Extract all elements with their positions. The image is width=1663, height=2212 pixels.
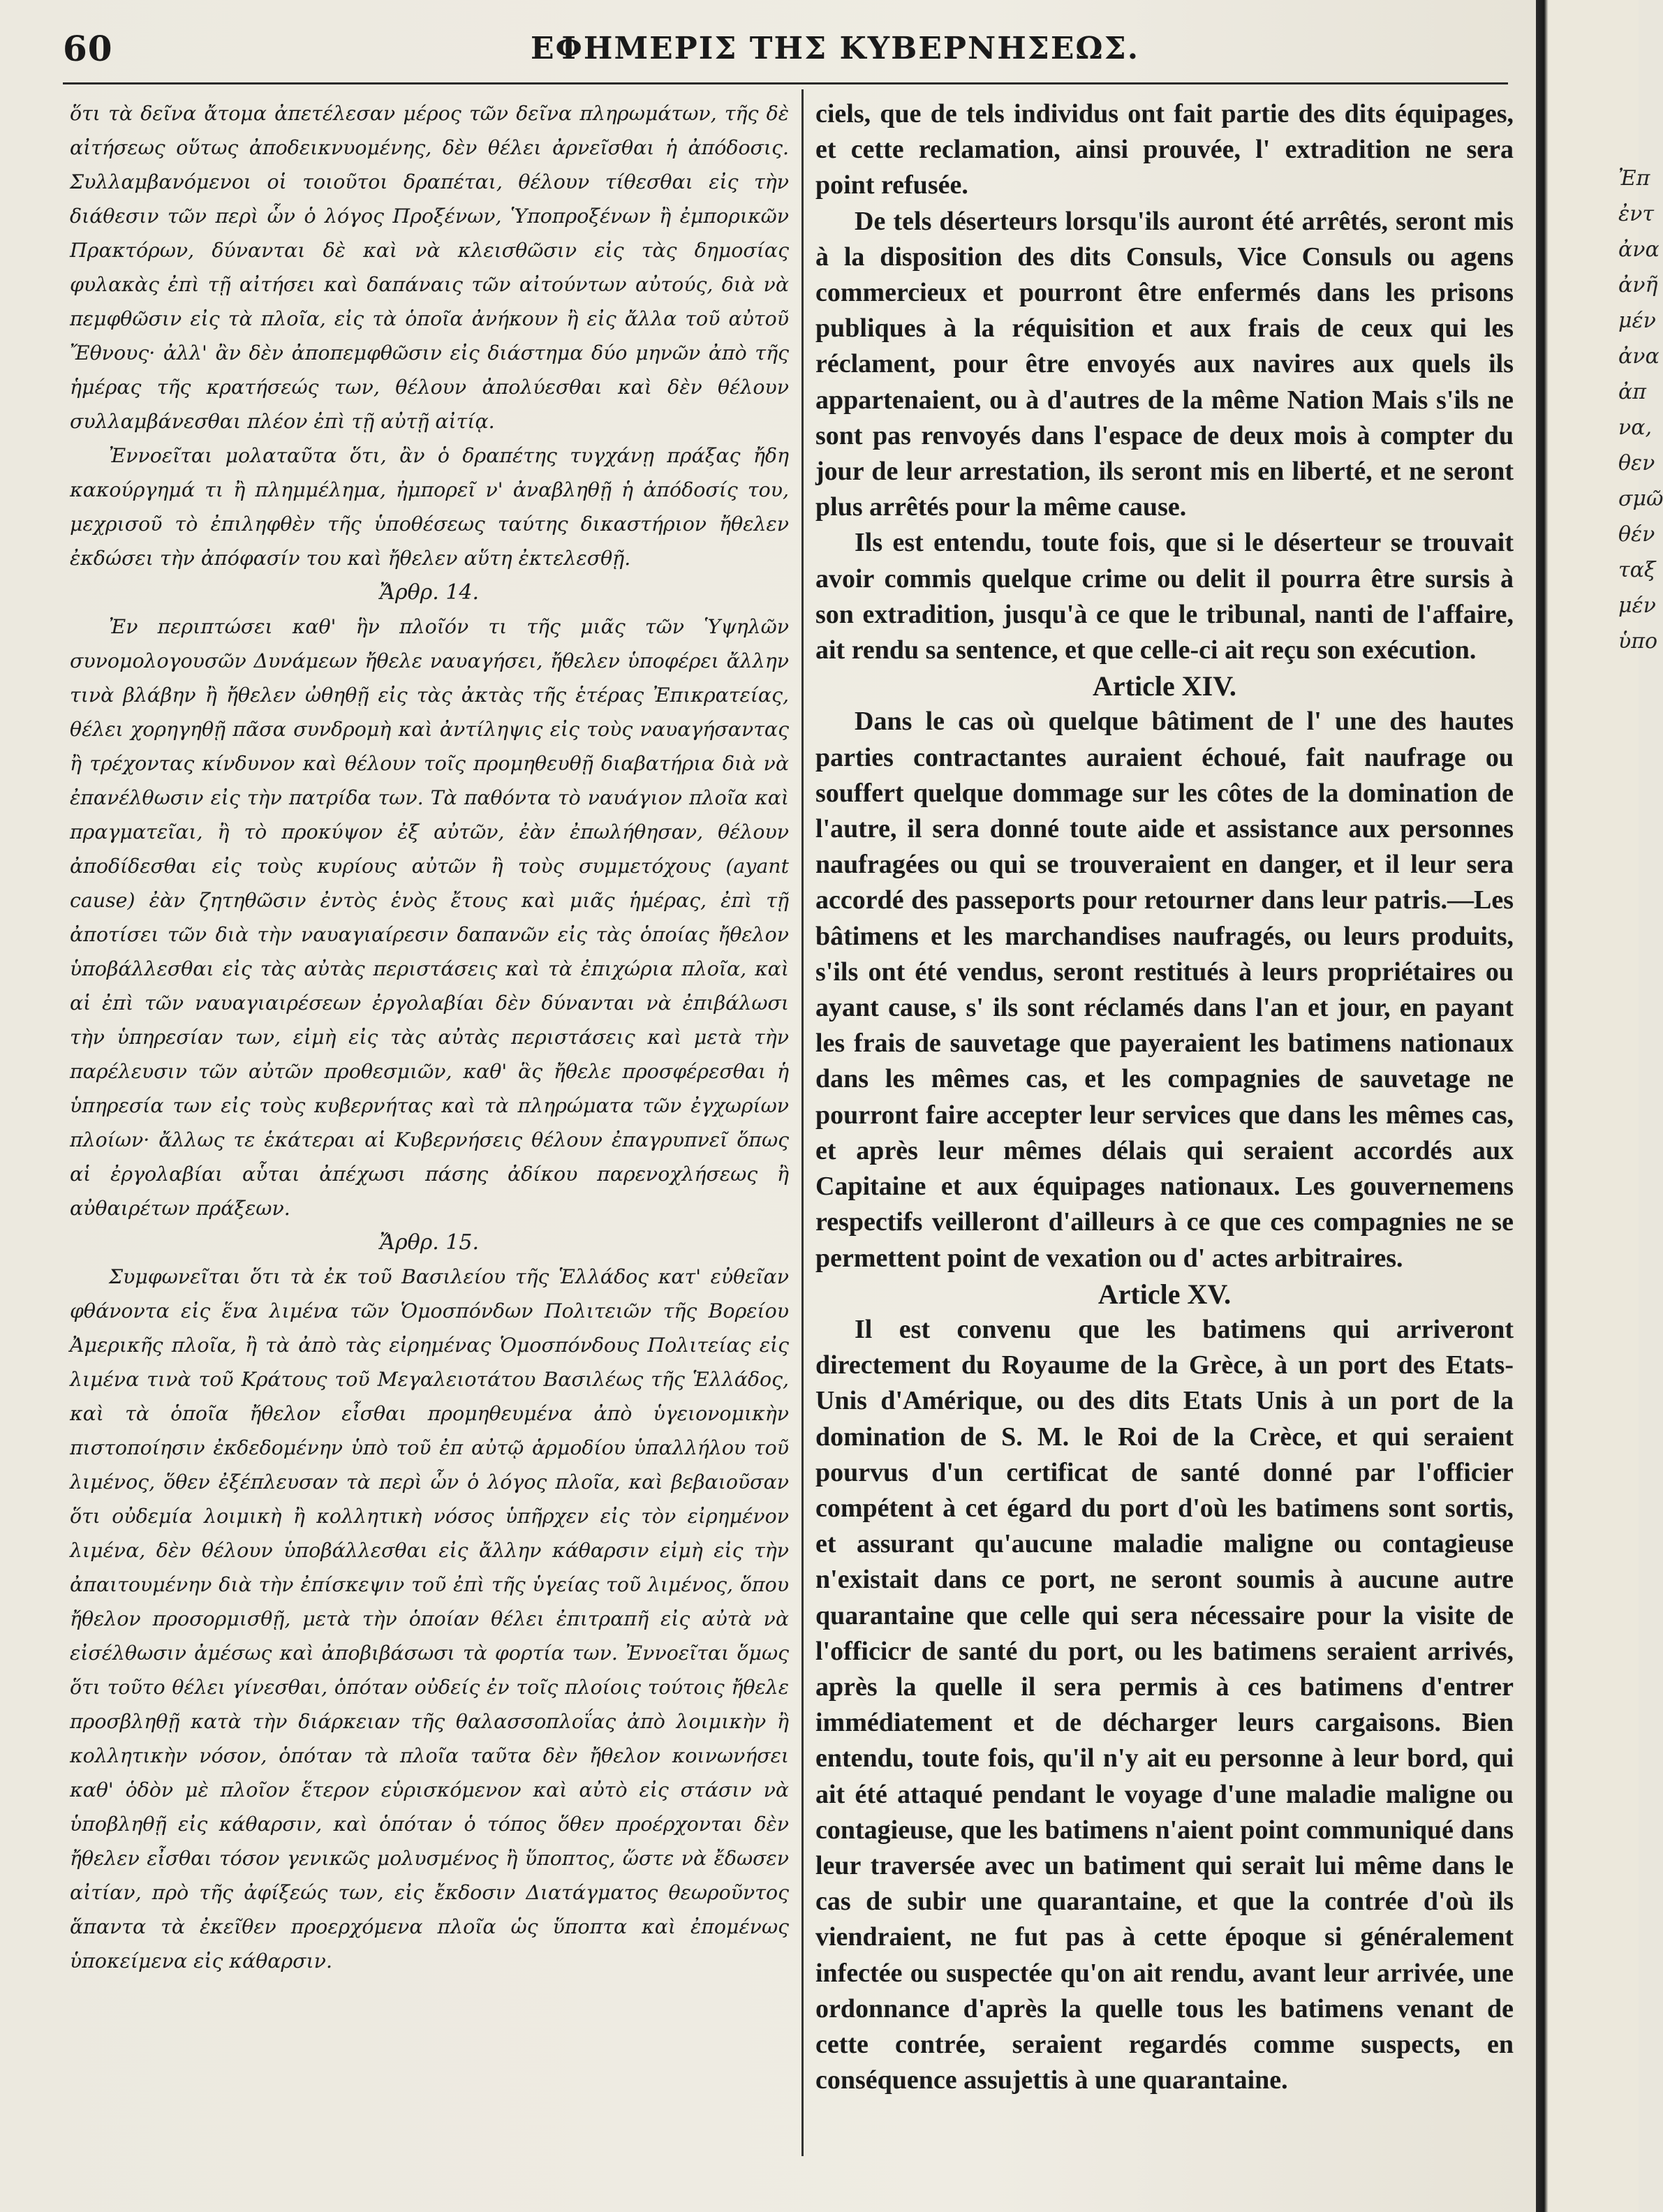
margin-fragment: ἀνα	[1618, 344, 1660, 369]
french-paragraph-3: Ils est entendu, toute fois, que si le déserteur se trouvait avoir commis quelque crime ou delit il pourra être sursis à son extradition, jusqu'à ce que le tribunal, nanti de l'affaire, ait rendu sa sentence, et que celle-ci ait reçu son exécution.	[815, 528, 1514, 665]
margin-fragment: θεν	[1618, 451, 1655, 475]
french-article-14-heading: Article XIV.	[1093, 670, 1236, 702]
page-number: 60	[63, 28, 113, 69]
margin-fragment: να,	[1618, 415, 1653, 440]
page-header	[63, 21, 1585, 84]
greek-article-15-heading: Ἄρθρ. 15.	[379, 1230, 480, 1255]
french-paragraph-5: Il est convenu que les batimens qui arriveront directement du Royaume de la Grèce, à un port des Etats-Unis d'Amérique, ou des dits Etats Unis à un port de la domination de S. M. le Roi de la Crèce, et qui seraient pourvus d'un certificat de santé donné par l'officier compétent à cet égard du port d'où les batimens sont sortis, et assurant qu'aucune maladie maligne ou contagieuse n'existait dans ce port, ne seront soumis à aucune autre quarantaine que celle qui sera nécessaire pour la visite de l'officicr de santé du port, ou les batimens seraient arrivés, après la quelle il sera permis à ces batimens d'entrer immédiatement et de décharger leurs cargaisons. Bien entendu, toute fois, qu'il n'y ait eu personne à leur bord, qui ait été attaqué pendant le voyage d'une maladie maligne ou contagieuse, que les batimens n'aient point communiqué dans leur traversée avec un batiment qui serait lui même dans le cas de subir une quarantaine, et que la contrée d'où ils viendraient, ne fut pas à cette époque si généralement infectée ou suspectée qu'on ait rendu, avant leur arrivée, une ordonnance d'après la quelle tous les batimens venant de cette contrée, seraient regardés comme suspects, en conséquence assujettis à une quarantaine.	[815, 1314, 1514, 2095]
column-divider	[801, 89, 804, 2156]
greek-column	[70, 96, 789, 2163]
margin-fragment: ταξ	[1618, 558, 1656, 582]
margin-fragment: ὑπο	[1618, 629, 1658, 654]
margin-fragment: ἐντ	[1618, 202, 1654, 226]
margin-fragment: Ἐπ	[1618, 166, 1650, 191]
greek-paragraph-4: Συμφωνεῖται ὅτι τὰ ἐκ τοῦ Βασιλείου τῆς Ἑλλάδος κατ' εὐθεῖαν φθάνοντα εἰς ἕνα λιμένα τῶν Ὁμοσπόνδων Πολιτειῶν τῆς Βορείου Ἀμερικῆς πλοῖα, ἢ τὰ ἀπὸ τὰς εἰρημένας Ὁμοσπόνδους Πολιτείας εἰς λιμένα τινὰ τοῦ Κράτους τοῦ Μεγαλειοτάτου Βασιλέως τῆς Ἑλλάδος, καὶ τὰ ὁποῖα ἤθελον εἶσθαι προμηθευμένα ἀπὸ ὑγειονομικὴν πιστοποίησιν ἐκδεδομένην ὑπὸ τοῦ ἐπ αὐτῷ ἁρμοδίου ὑπαλλήλου τοῦ λιμένος, ὅθεν ἐξέπλευσαν τὰ περὶ ὧν ὁ λόγος πλοῖα, καὶ βεβαιοῦσαν ὅτι οὐδεμία λοιμικὴ ἢ κολλητικὴ νόσος ὑπῆρχεν εἰς τὸν εἰρημένον λιμένα, δὲν θέλουν ὑποβάλλεσθαι εἰς ἄλλην κάθαρσιν εἰμὴ εἰς τὴν ἀπαιτουμένην διὰ τὴν ἐπίσκεψιν τοῦ ἐπὶ τῆς ὑγείας τοῦ λιμένος, ὅπου ἤθελον προσορμισθῇ, μετὰ τὴν ὁποίαν θέλει ἐπιτραπῆ εἰς αὐτὰ νὰ εἰσέλθωσιν ἀμέσως καὶ ἀποβιβάσωσι τὰ φορτία των. Ἐννοεῖται ὅμως ὅτι τοῦτο θέλει γίνεσθαι, ὁπόταν οὐδείς ἐν τοῖς πλοίοις τούτοις ἤθελε προσβληθῇ κατὰ τὴν διάρκειαν τῆς θαλασσοπλοΐας ἀπὸ λοιμικὴν ἢ κολλητικὴν νόσον, ὁπόταν τὰ πλοῖα ταῦτα δὲν ἤθελον κοινωνήσει καθ' ὁδὸν μὲ πλοῖον ἕτερον εὑρισκόμενον καὶ αὐτὸ εἰς στάσιν νὰ ὑποβληθῇ εἰς κάθαρσιν, καὶ ὁπόταν ὁ τόπος ὅθεν προέρχονται δὲν ἤθελεν εἶσθαι τόσον γενικῶς μολυσμένος ἢ ὕποπτος, ὥστε νὰ ἔδωσεν αἰτίαν, πρὸ τῆς ἀφίξεώς των, εἰς ἔκδοσιν Διατάγματος θεωροῦντος ἅπαντα τὰ ἐκεῖθεν προερχόμενα πλοῖα ὡς ὕποπτα καὶ ἐπομένως ὑποκείμενα εἰς κάθαρσιν.	[70, 1265, 789, 1973]
margin-fragment: ἀνῆ	[1618, 273, 1658, 297]
french-column	[815, 96, 1514, 2163]
french-paragraph-2: De tels déserteurs lorsqu'ils auront été arrêtés, seront mis à la disposition des dits Consuls, Vice Consuls ou agens commercieux et pourront être enfermés dans les prisons publiques à la réquisition et aux frais de ceux qui les réclament, pour être envoyés aux navires aux quels ils appartenaient, ou à d'autres de la même Nation Mais s'ils ne sont pas renvoyés dans l'espace de deux mois à compter du jour de leur arrestation, ils seront mis en liberté, et ne seront plus arrêtés pour la même cause.	[815, 206, 1514, 522]
margin-fragment: μέν	[1618, 593, 1656, 618]
french-article-15-heading: Article XV.	[1097, 1278, 1232, 1310]
header-rule	[63, 82, 1508, 84]
running-title: ΕΦΗΜΕΡΙΣ ΤΗΣ ΚΥΒΕΡΝΗΣΕΩΣ.	[531, 31, 1140, 66]
french-paragraph-1: ciels, que de tels individus ont fait partie des dits équipages, et cette reclamation, ainsi prouvée, l' extradition ne sera point refusée.	[815, 99, 1514, 200]
greek-paragraph-1: ὅτι τὰ δεῖνα ἄτομα ἀπετέλεσαν μέρος τῶν δεῖνα πληρωμάτων, τῆς δὲ αἰτήσεως οὕτως ἀποδεικνυομένης, δὲν θέλει ἀρνεῖσθαι ἡ ἀπόδοσις. Συλλαμβανόμενοι οἱ τοιοῦτοι δραπέται, θέλουν τίθεσθαι εἰς τὴν διάθεσιν τῶν περὶ ὧν ὁ λόγος Προξένων, Ὑποπροξένων ἢ ἐμπορικῶν Πρακτόρων, δύνανται δὲ καὶ νὰ κλεισθῶσιν εἰς τὰς δημοσίας φυλακὰς ἐπὶ τῇ αἰτήσει καὶ δαπάναις τῶν αἰτούντων αὐτούς, διὰ νὰ πεμφθῶσιν εἰς τὰ πλοῖα, εἰς τὰ ὁποῖα ἀνήκουν ἢ εἰς ἄλλα τοῦ αὐτοῦ Ἔθνους· ἀλλ' ἂν δὲν ἀποπεμφθῶσιν εἰς διάστημα δύο μηνῶν ἀπὸ τῆς ἡμέρας τῆς κρατήσεώς των, θέλουν ἀπολύεσθαι καὶ δὲν θέλουν συλλαμβάνεσθαι πλέον ἐπὶ τῇ αὐτῇ αἰτίᾳ.	[70, 102, 789, 433]
greek-article-14-heading: Ἄρθρ. 14.	[379, 580, 480, 605]
greek-paragraph-2: Ἐννοεῖται μολαταῦτα ὅτι, ἂν ὁ δραπέτης τυγχάνῃ πράξας ἤδη κακούργημά τι ἢ πλημμέλημα, ἠμπορεῖ ν' ἀναβληθῇ ἡ ἀπόδοσίς του, μεχρισοῦ τὸ ἐπιληφθὲν τῆς ὑποθέσεως ταύτης δικαστήριον ἤθελεν ἐκδώσει τὴν ἀπόφασίν του καὶ ἤθελεν αὕτη ἐκτελεσθῇ.	[70, 444, 789, 570]
margin-fragment: ἀνα	[1618, 237, 1660, 262]
french-paragraph-4: Dans le cas où quelque bâtiment de l' une des hautes parties contractantes auraient échoué, fait naufrage ou souffert quelque dommage sur les côtes de la domination de l'autre, il sera donné toute aide et assistance aux personnes naufragées ou qui se trouveraient en danger, et il leur sera accordé des passeports pour retourner dans leur patris.—Les bâtimens et les marchandises naufragés, ou leurs produits, s'ils ont été vendus, seront restitués à leurs propriétaires ou ayant cause, s' ils sont réclamés dans l'an et jour, en payant les frais de sauvetage que payeraient les batimens nationaux dans les mêmes cas, et les compagnies de sauvetage ne pourront faire accepter leur services que dans les mêmes cas, et après leur mêmes délais qui seraient accordés aux Capitaine et aux équipages nationaux. Les gouvernemens respectifs veilleront d'ailleurs à ce que ces compagnies ne se permettent point de vexation ou d' actes arbitraires.	[815, 707, 1514, 1273]
next-page-margin-text	[1618, 161, 1663, 659]
margin-fragment: ἀπ	[1618, 380, 1646, 404]
margin-fragment: σμῶ	[1618, 487, 1663, 511]
margin-fragment: μέν	[1618, 309, 1656, 333]
margin-fragment: θέν	[1618, 522, 1655, 547]
greek-paragraph-3: Ἐν περιπτώσει καθ' ἣν πλοῖόν τι τῆς μιᾶς τῶν Ὑψηλῶν συνομολογουσῶν Δυνάμεων ἤθελε ναυαγήσει, ἤθελεν ὑποφέρει ἄλλην τινὰ βλάβην ἢ ἤθελεν ὠθηθῇ εἰς τὰς ἀκτὰς τῆς ἑτέρας Ἐπικρατείας, θέλει χορηγηθῇ πᾶσα συνδρομὴ καὶ ἀντίληψις εἰς τοὺς ναυαγήσαντας ἢ τρέχοντας κίνδυνον καὶ θέλουν τοῖς προμηθευθῇ διαβατήρια διὰ νὰ ἐπανέλθωσιν εἰς τὴν πατρίδα των. Τὰ παθόντα τὸ ναυάγιον πλοῖα καὶ πραγματεῖαι, ἢ τὸ προκύψον ἐξ αὐτῶν, ἐὰν ἐπωλήθησαν, θέλουν ἀποδίδεσθαι εἰς τοὺς κυρίους αὐτῶν ἢ τοὺς συμμετόχους (ayant cause) ἐὰν ζητηθῶσιν ἐντὸς ἑνὸς ἔτους καὶ μιᾶς ἡμέρας, ἐπὶ τῇ ἀποτίσει τῶν διὰ τὴν ναυαγιαίρεσιν δαπανῶν εἰς τὰς ὁποίας ἤθελον ὑποβάλλεσθαι εἰς τὰς αὐτὰς περιστάσεις καὶ τὰ ἐπιχώρια πλοῖα, καὶ αἱ ἐπὶ τῶν ναυαγιαιρέσεων ἐργολαβίαι δὲν δύνανται νὰ ἐπιβάλωσι τὴν ὑπηρεσίαν των, εἰμὴ εἰς τὰς αὐτὰς περιστάσεις καὶ μετὰ τὴν παρέλευσιν τῶν αὐτῶν προθεσμιῶν, καθ' ἃς ἤθελε προσφέρεσθαι ἡ ὑπηρεσία των εἰς τοὺς κυβερνήτας καὶ τὰ πληρώματα τῶν ἐγχωρίων πλοίων· ἄλλως τε ἑκάτεραι αἱ Κυβερνήσεις θέλουν ἐπαγρυπνεῖ ὅπως αἱ ἐργολαβίαι αὗται ἀπέχωσι πάσης ἀδίκου παρενοχλήσεως ἢ αὐθαιρέτων πράξεων.	[70, 615, 789, 1220]
